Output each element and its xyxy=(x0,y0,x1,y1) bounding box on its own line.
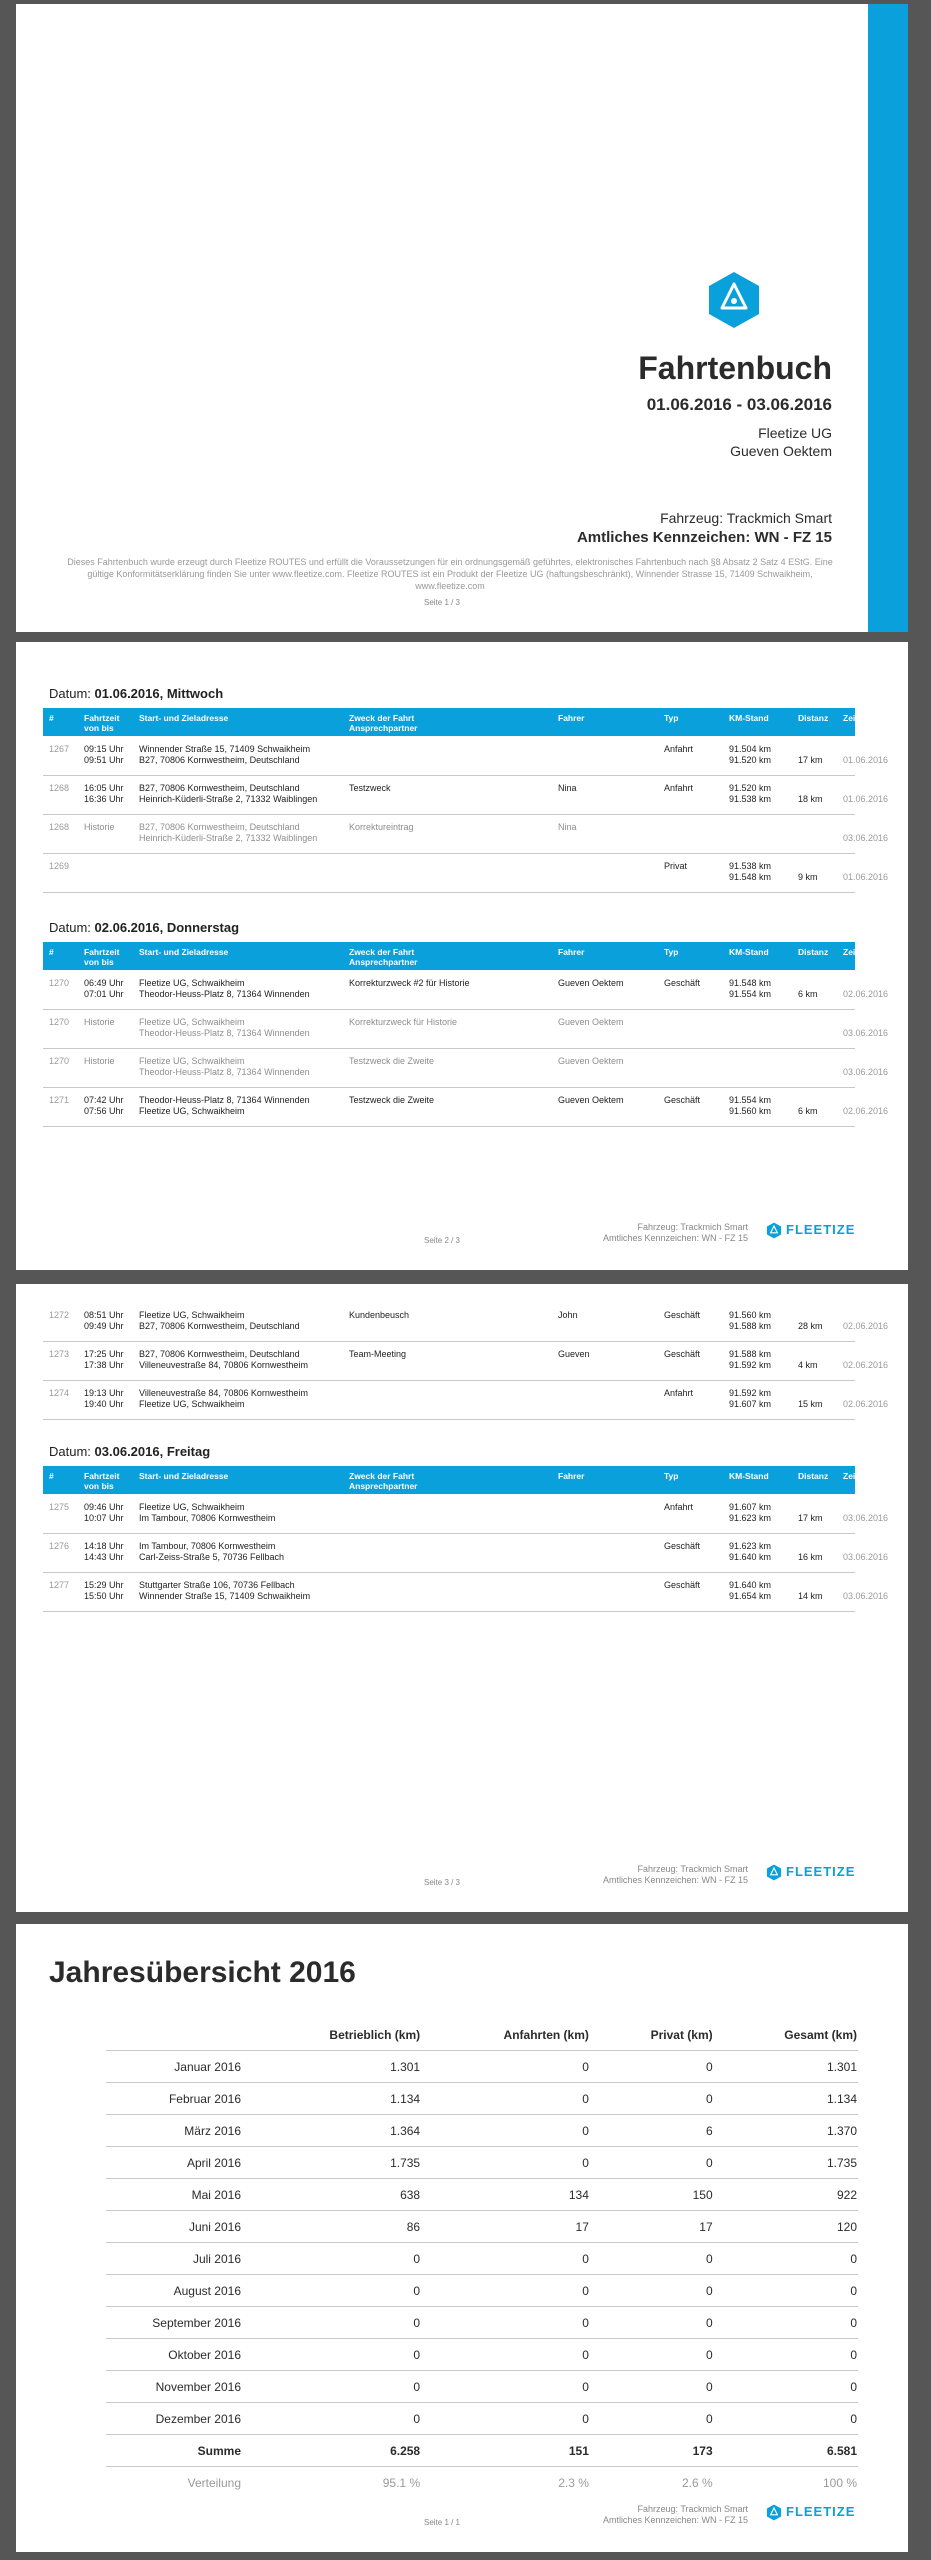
summary-row xyxy=(106,2083,858,2115)
summary-value: 151 xyxy=(421,2435,590,2467)
summary-month: Verteilung xyxy=(187,2475,241,2490)
summary-value: 0 xyxy=(714,2275,858,2307)
trip-num: 1273 xyxy=(49,1349,70,1359)
summary-value: 2.6 % xyxy=(681,2475,713,2490)
column-header-type: Typ xyxy=(664,1471,679,1481)
trip-num: 1274 xyxy=(49,1388,70,1398)
trip-row xyxy=(43,1011,889,1049)
column-header-ts: Zeitstempel xyxy=(843,713,891,723)
trip-ts: 03.06.2016 xyxy=(843,1028,889,1038)
trip-driver: Gueven xyxy=(558,1349,590,1359)
trip-driver: Gueven Oektem xyxy=(558,1017,624,1027)
trip-type: Geschäft xyxy=(664,1095,701,1105)
trip-addr: Fleetize UG, Schwaikheim Theodor-Heuss-Platz 8, 71364 Winnenden xyxy=(139,978,310,999)
summary-month: Dezember 2016 xyxy=(106,2403,242,2435)
trip-row xyxy=(43,738,889,776)
trip-type: Geschäft xyxy=(664,978,701,988)
trip-row xyxy=(43,1089,889,1127)
summary-value: 0 xyxy=(590,2275,714,2307)
trip-km: 91.623 km 91.640 km xyxy=(729,1541,772,1562)
trip-type: Anfahrt xyxy=(664,1502,694,1512)
summary-month: Oktober 2016 xyxy=(106,2339,242,2371)
summary-value: 173 xyxy=(590,2435,714,2467)
summary-value: 0 xyxy=(714,2339,858,2371)
summary-month: Summe xyxy=(106,2435,242,2467)
trip-km: 91.538 km 91.548 km xyxy=(729,861,772,882)
trip-time: 17:25 Uhr 17:38 Uhr xyxy=(84,1349,124,1370)
vehicle-name: Fahrzeug: Trackmich Smart xyxy=(660,510,832,526)
trip-purpose: Testzweck die Zweite xyxy=(349,1095,435,1105)
trip-km: 91.520 km 91.538 km xyxy=(729,783,772,804)
trip-num: 1270 xyxy=(49,1017,70,1027)
trip-km: 91.640 km 91.654 km xyxy=(729,1580,772,1601)
trip-ts: 02.06.2016 xyxy=(843,1321,889,1331)
page-number: Seite 2 / 3 xyxy=(423,1236,461,1245)
date-range: 01.06.2016 - 03.06.2016 xyxy=(646,395,832,414)
summary-value: 6 xyxy=(590,2115,714,2147)
page-number: Seite 1 / 3 xyxy=(423,598,461,607)
summary-value: 17 xyxy=(421,2211,590,2243)
summary-value: 1.735 xyxy=(714,2147,858,2179)
trip-row xyxy=(43,1535,889,1573)
summary-month: Mai 2016 xyxy=(106,2179,242,2211)
summary-row xyxy=(106,2435,858,2467)
trip-purpose: Kundenbeusch xyxy=(349,1310,410,1320)
summary-value: 0 xyxy=(590,2307,714,2339)
trip-km: 91.607 km 91.623 km xyxy=(729,1502,772,1523)
day-heading: Datum: 01.06.2016, Mittwoch xyxy=(49,686,224,701)
trip-km: 91.560 km 91.588 km xyxy=(729,1310,772,1331)
accent-stripe xyxy=(868,4,908,632)
trip-dist: 18 km xyxy=(798,794,823,804)
summary-value: 6.258 xyxy=(242,2435,421,2467)
trip-num: 1277 xyxy=(49,1580,70,1590)
summary-value: 6.581 xyxy=(714,2435,858,2467)
trip-type: Anfahrt xyxy=(664,783,694,793)
column-header-driver: Fahrer xyxy=(558,1471,585,1481)
summary-value: 0 xyxy=(590,2243,714,2275)
trip-ts: 02.06.2016 xyxy=(843,1360,889,1370)
column-header-type: Typ xyxy=(664,713,679,723)
trip-row xyxy=(43,1496,889,1534)
column-header-km: KM-Stand xyxy=(729,947,769,957)
column-header-purpose: Zweck der Fahrt Ansprechpartner xyxy=(349,947,418,967)
trip-addr: B27, 70806 Kornwestheim, Deutschland Heinrich-Küderli-Straße 2, 71332 Waiblingen xyxy=(139,822,318,843)
summary-month: November 2016 xyxy=(106,2371,242,2403)
trip-addr: Fleetize UG, Schwaikheim B27, 70806 Kornwestheim, Deutschland xyxy=(139,1310,300,1331)
summary-value: 134 xyxy=(421,2179,590,2211)
trip-row xyxy=(43,1050,889,1088)
document-title: Fahrtenbuch xyxy=(638,350,832,386)
summary-row xyxy=(106,2115,858,2147)
trip-dist: 9 km xyxy=(798,872,818,882)
trip-row xyxy=(43,1382,889,1420)
trip-addr: Fleetize UG, Schwaikheim Theodor-Heuss-Platz 8, 71364 Winnenden xyxy=(139,1056,310,1077)
trip-ts: 03.06.2016 xyxy=(843,833,889,843)
column-header-ts: Zeitstempel xyxy=(843,1471,891,1481)
summary-value: 0 xyxy=(421,2275,590,2307)
column-header-time: Fahrtzeit von bis xyxy=(84,1471,120,1491)
summary-value: 1.134 xyxy=(714,2083,858,2115)
summary-row xyxy=(106,2179,858,2211)
column-header-type: Typ xyxy=(664,947,679,957)
summary-value: 0 xyxy=(590,2339,714,2371)
summary-month: Juni 2016 xyxy=(106,2211,242,2243)
column-header-dist: Distanz xyxy=(798,947,829,957)
summary-value: 0 xyxy=(421,2371,590,2403)
table-header xyxy=(43,942,891,970)
trip-ts: 01.06.2016 xyxy=(843,872,889,882)
summary-value: 922 xyxy=(714,2179,858,2211)
trip-row xyxy=(43,1343,889,1381)
page-number: Seite 3 / 3 xyxy=(423,1878,461,1887)
summary-value: 100 % xyxy=(822,2475,857,2490)
summary-value: 150 xyxy=(590,2179,714,2211)
trip-km: 91.504 km 91.520 km xyxy=(729,744,772,765)
trip-time: 19:13 Uhr 19:40 Uhr xyxy=(84,1388,124,1409)
trip-km: 91.592 km 91.607 km xyxy=(729,1388,772,1409)
summary-value: 0 xyxy=(714,2371,858,2403)
summary-value: 0 xyxy=(242,2307,421,2339)
cover-page xyxy=(16,4,908,632)
trip-purpose: Testzweck die Zweite xyxy=(349,1056,435,1066)
trip-dist: 17 km xyxy=(798,755,823,765)
summary-page xyxy=(16,1924,908,2552)
trip-type: Anfahrt xyxy=(664,1388,694,1398)
trip-ts: 01.06.2016 xyxy=(843,794,889,804)
summary-row xyxy=(106,2243,858,2275)
trip-time: 09:15 Uhr 09:51 Uhr xyxy=(84,744,124,765)
footer-vehicle: Fahrzeug: Trackmich Smart Amtliches Kennzeichen: WN - FZ 15 xyxy=(602,1222,748,1243)
summary-row xyxy=(106,2371,858,2403)
page-number: Seite 1 / 1 xyxy=(423,2518,461,2527)
driver-name: Gueven Oektem xyxy=(730,443,832,459)
trip-dist: 14 km xyxy=(798,1591,823,1601)
trip-addr: Fleetize UG, Schwaikheim Im Tambour, 70806 Kornwestheim xyxy=(139,1502,276,1523)
trip-purpose: Team-Meeting xyxy=(349,1349,407,1359)
trip-addr: Fleetize UG, Schwaikheim Theodor-Heuss-Platz 8, 71364 Winnenden xyxy=(139,1017,310,1038)
column-header-addr: Start- und Zieladresse xyxy=(139,947,229,957)
trip-dist: 15 km xyxy=(798,1399,823,1409)
trip-type: Geschäft xyxy=(664,1310,701,1320)
summary-value: 120 xyxy=(714,2211,858,2243)
trip-row xyxy=(43,777,889,815)
summary-row xyxy=(106,2307,858,2339)
trip-num: 1271 xyxy=(49,1095,70,1105)
trip-driver: Nina xyxy=(558,822,577,832)
trip-driver: Gueven Oektem xyxy=(558,1056,624,1066)
column-header-time: Fahrtzeit von bis xyxy=(84,713,120,733)
summary-month: Februar 2016 xyxy=(106,2083,242,2115)
summary-value: 638 xyxy=(242,2179,421,2211)
trip-type: Geschäft xyxy=(664,1349,701,1359)
summary-month: August 2016 xyxy=(106,2275,242,2307)
column-header-time: Fahrtzeit von bis xyxy=(84,947,120,967)
trip-addr: Villeneuvestraße 84, 70806 Kornwestheim Fleetize UG, Schwaikheim xyxy=(139,1388,308,1409)
table-header xyxy=(43,708,891,736)
summary-value: 0 xyxy=(421,2403,590,2435)
summary-value: 0 xyxy=(242,2339,421,2371)
trip-purpose: Korrektureintrag xyxy=(349,822,414,832)
trip-time: 06:49 Uhr 07:01 Uhr xyxy=(84,978,124,999)
summary-value: 1.735 xyxy=(242,2147,421,2179)
trip-num: 1268 xyxy=(49,822,70,832)
trip-row xyxy=(43,972,889,1010)
day-heading: Datum: 03.06.2016, Freitag xyxy=(49,1444,211,1459)
column-header-num: # xyxy=(49,947,54,957)
trip-km: 91.588 km 91.592 km xyxy=(729,1349,772,1370)
trip-time: Historie xyxy=(84,822,115,832)
summary-value: 86 xyxy=(242,2211,421,2243)
day-heading: Datum: 02.06.2016, Donnerstag xyxy=(49,920,240,935)
trip-num: 1270 xyxy=(49,1056,70,1066)
summary-value: 1.301 xyxy=(714,2051,858,2083)
summary-value: 2.3 % xyxy=(558,2475,589,2490)
footer-logo: FLEETIZE xyxy=(766,1864,855,1881)
trip-dist: 6 km xyxy=(798,1106,818,1116)
trip-purpose: Testzweck xyxy=(349,783,391,793)
trip-num: 1275 xyxy=(49,1502,70,1512)
summary-value: 0 xyxy=(421,2307,590,2339)
trip-ts: 01.06.2016 xyxy=(843,755,889,765)
summary-value: 0 xyxy=(714,2307,858,2339)
trip-time: 15:29 Uhr 15:50 Uhr xyxy=(84,1580,124,1601)
trip-purpose: Korrekturzweck #2 für Historie xyxy=(349,978,470,988)
summary-row xyxy=(106,2403,858,2435)
summary-value: 0 xyxy=(242,2275,421,2307)
trip-addr: Im Tambour, 70806 Kornwestheim Carl-Zeiss-Straße 5, 70736 Fellbach xyxy=(139,1541,285,1562)
trip-addr: Theodor-Heuss-Platz 8, 71364 Winnenden Fleetize UG, Schwaikheim xyxy=(139,1095,310,1116)
trip-type: Privat xyxy=(664,861,688,871)
footer-vehicle: Fahrzeug: Trackmich Smart Amtliches Kennzeichen: WN - FZ 15 xyxy=(602,1864,748,1885)
trip-time: 08:51 Uhr 09:49 Uhr xyxy=(84,1310,124,1331)
summary-month: Juli 2016 xyxy=(106,2243,242,2275)
trip-driver: Nina xyxy=(558,783,577,793)
summary-value: 95.1 % xyxy=(382,2475,421,2490)
trip-type: Geschäft xyxy=(664,1541,701,1551)
summary-value: 0 xyxy=(590,2083,714,2115)
column-header-num: # xyxy=(49,1471,54,1481)
footer-vehicle: Fahrzeug: Trackmich Smart Amtliches Kennzeichen: WN - FZ 15 xyxy=(602,2504,748,2525)
table-header xyxy=(43,1466,891,1494)
trip-driver: Gueven Oektem xyxy=(558,978,624,988)
summary-month: September 2016 xyxy=(106,2307,242,2339)
summary-value: 17 xyxy=(590,2211,714,2243)
summary-value: 0 xyxy=(421,2051,590,2083)
trip-dist: 6 km xyxy=(798,989,818,999)
trip-dist: 28 km xyxy=(798,1321,823,1331)
summary-table xyxy=(106,2020,858,2498)
summary-row xyxy=(106,2147,858,2179)
summary-row xyxy=(106,2211,858,2243)
column-header-driver: Fahrer xyxy=(558,713,585,723)
column-header-dist: Distanz xyxy=(798,1471,829,1481)
summary-col-header: Privat (km) xyxy=(590,2020,714,2051)
trip-time: 14:18 Uhr 14:43 Uhr xyxy=(84,1541,124,1562)
summary-col-header xyxy=(106,2020,242,2051)
summary-col-header: Anfahrten (km) xyxy=(421,2020,590,2051)
column-header-dist: Distanz xyxy=(798,713,829,723)
summary-value: 0 xyxy=(590,2147,714,2179)
trip-addr: B27, 70806 Kornwestheim, Deutschland Villeneuvestraße 84, 70806 Kornwestheim xyxy=(139,1349,308,1370)
summary-row xyxy=(106,2051,858,2083)
summary-value: 0 xyxy=(590,2371,714,2403)
trip-row xyxy=(43,1574,889,1612)
column-header-addr: Start- und Zieladresse xyxy=(139,1471,229,1481)
column-header-km: KM-Stand xyxy=(729,1471,769,1481)
trip-type: Geschäft xyxy=(664,1580,701,1590)
summary-value: 0 xyxy=(421,2115,590,2147)
trip-time: 07:42 Uhr 07:56 Uhr xyxy=(84,1095,124,1116)
trip-addr: B27, 70806 Kornwestheim, Deutschland Heinrich-Küderli-Straße 2, 71332 Waiblingen xyxy=(139,783,318,804)
summary-value: 0 xyxy=(590,2403,714,2435)
trip-type: Anfahrt xyxy=(664,744,694,754)
trip-ts: 02.06.2016 xyxy=(843,989,889,999)
summary-value: 1.364 xyxy=(242,2115,421,2147)
trip-ts: 02.06.2016 xyxy=(843,1106,889,1116)
summary-value: 1.301 xyxy=(242,2051,421,2083)
summary-value: 0 xyxy=(714,2243,858,2275)
summary-month: Januar 2016 xyxy=(106,2051,242,2083)
summary-col-header: Gesamt (km) xyxy=(714,2020,858,2051)
column-header-purpose: Zweck der Fahrt Ansprechpartner xyxy=(349,1471,418,1491)
trip-num: 1267 xyxy=(49,744,70,754)
summary-value: 0 xyxy=(590,2051,714,2083)
summary-col-header: Betrieblich (km) xyxy=(242,2020,421,2051)
column-header-purpose: Zweck der Fahrt Ansprechpartner xyxy=(349,713,418,733)
trip-addr: Stuttgarter Straße 106, 70736 Fellbach Winnender Straße 15, 71409 Schwaikheim xyxy=(139,1580,311,1601)
trip-driver: John xyxy=(558,1310,578,1320)
trip-addr: Winnender Straße 15, 71409 Schwaikheim B27, 70806 Kornwestheim, Deutschland xyxy=(139,744,311,765)
summary-month: April 2016 xyxy=(106,2147,242,2179)
trip-num: 1276 xyxy=(49,1541,70,1551)
column-header-driver: Fahrer xyxy=(558,947,585,957)
summary-value: 0 xyxy=(242,2403,421,2435)
license-plate: Amtliches Kennzeichen: WN - FZ 15 xyxy=(576,529,832,546)
summary-value: 1.134 xyxy=(242,2083,421,2115)
summary-value: 0 xyxy=(421,2083,590,2115)
trip-num: 1269 xyxy=(49,861,70,871)
trip-ts: 03.06.2016 xyxy=(843,1513,889,1523)
footer-logo: FLEETIZE xyxy=(766,1222,855,1239)
column-header-ts: Zeitstempel xyxy=(843,947,891,957)
log-page-2 xyxy=(16,642,908,1270)
trip-row xyxy=(43,1304,889,1342)
fleetize-logo-icon xyxy=(706,270,762,330)
summary-row xyxy=(106,2275,858,2307)
summary-value: 0 xyxy=(242,2243,421,2275)
summary-row xyxy=(106,2467,858,2499)
trip-time: 16:05 Uhr 16:36 Uhr xyxy=(84,783,124,804)
trip-km: 91.548 km 91.554 km xyxy=(729,978,772,999)
trip-time: Historie xyxy=(84,1056,115,1066)
trip-num: 1272 xyxy=(49,1310,70,1320)
column-header-addr: Start- und Zieladresse xyxy=(139,713,229,723)
column-header-km: KM-Stand xyxy=(729,713,769,723)
trip-time: Historie xyxy=(84,1017,115,1027)
trip-ts: 02.06.2016 xyxy=(843,1399,889,1409)
trip-row xyxy=(43,855,889,893)
trip-driver: Gueven Oektem xyxy=(558,1095,624,1105)
summary-month: März 2016 xyxy=(106,2115,242,2147)
trip-dist: 16 km xyxy=(798,1552,823,1562)
summary-title: Jahresübersicht 2016 xyxy=(49,1956,356,1989)
trip-dist: 17 km xyxy=(798,1513,823,1523)
trip-ts: 03.06.2016 xyxy=(843,1552,889,1562)
trip-km: 91.554 km 91.560 km xyxy=(729,1095,772,1116)
company-name: Fleetize UG xyxy=(758,425,832,441)
trip-num: 1270 xyxy=(49,978,70,988)
trip-num: 1268 xyxy=(49,783,70,793)
column-header-num: # xyxy=(49,713,54,723)
trip-purpose: Korrekturzweck für Historie xyxy=(349,1017,458,1027)
log-page-3 xyxy=(16,1284,908,1912)
summary-value: 0 xyxy=(714,2403,858,2435)
trip-ts: 03.06.2016 xyxy=(843,1067,889,1077)
trip-row xyxy=(43,816,889,854)
summary-value: 0 xyxy=(421,2147,590,2179)
trip-time: 09:46 Uhr 10:07 Uhr xyxy=(84,1502,124,1523)
summary-row xyxy=(106,2339,858,2371)
disclaimer-text: Dieses Fahrtenbuch wurde erzeugt durch Fleetize ROUTES und erfüllt die Voraussetzungen für ein ordnungsgemäß geführtes, elektronisches Fahrtenbuch nach §8 Absatz 2 Satz 4 EStG. Eine gültige Konformitätserklärung finden Sie unter www.fleetize.com. Fleetize ROUTES ist ein Produkt der Fleetize UG (haftungsbeschränkt), Winnender Strasse 15, 71409 Schwaikheim, www.fleetize.com xyxy=(67,557,833,591)
summary-value: 0 xyxy=(421,2339,590,2371)
trip-dist: 4 km xyxy=(798,1360,818,1370)
trip-ts: 03.06.2016 xyxy=(843,1591,889,1601)
footer-logo: FLEETIZE xyxy=(766,2504,855,2521)
summary-value: 0 xyxy=(421,2243,590,2275)
summary-value: 1.370 xyxy=(714,2115,858,2147)
summary-value: 0 xyxy=(242,2371,421,2403)
